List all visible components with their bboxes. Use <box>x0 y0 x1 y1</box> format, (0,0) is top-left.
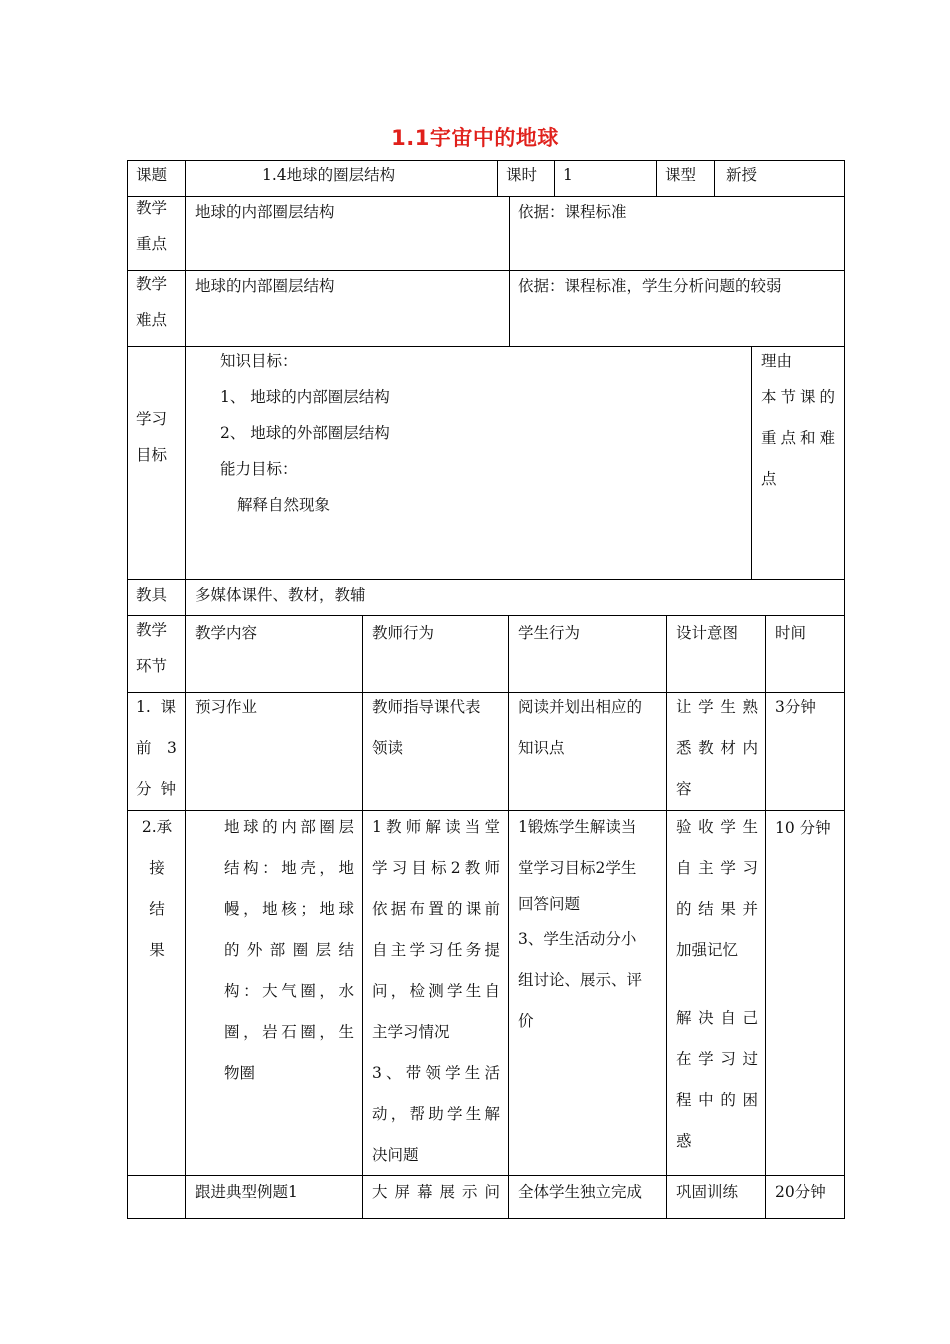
row2-teacher: 1教师解读当堂 学习目标2教师 依据布置的课前 自主学习任务提 问，检测学生自 主学习情况 3、带领学生活 动，帮助学生解 决问题 <box>372 818 500 1164</box>
tools-content: 多媒体课件、教材，教辅 <box>195 586 366 604</box>
row1-content: 预习作业 <box>195 698 258 716</box>
row2-stage: 2.承 接 结 果 <box>141 818 173 959</box>
row2-student: 1锻炼学生解读当 堂学习目标2学生 回答问题 3、学生活动分小 组讨论、展示、评 价 <box>518 818 643 1030</box>
row3-intent: 巩固训练 <box>676 1183 739 1201</box>
reason-text: 本节课的 重点和难 点 <box>761 388 835 488</box>
content-header: 教学内容 <box>195 624 258 642</box>
row3-teacher: 大屏幕展示问 <box>372 1183 500 1201</box>
row3-time: 20分钟 <box>775 1183 826 1201</box>
difficulty-basis: 依据：课程标准，学生分析问题的较弱 <box>518 277 782 295</box>
difficulty-content: 地球的内部圈层结构 <box>195 277 335 295</box>
teacher-header: 教师行为 <box>372 624 435 642</box>
topic-label: 课题 <box>136 166 168 184</box>
key-point-basis: 依据：课程标准 <box>518 203 627 221</box>
row1-student: 阅读并划出相应的 知识点 <box>518 698 643 757</box>
row2-intent: 验收学生 自主学习 的结果并 加强记忆 解决自己 在学习过 程中的困 惑 <box>676 818 758 1150</box>
row1-intent: 让学生熟 悉教材内 容 <box>676 698 758 798</box>
difficulty-label: 教学 难点 <box>136 275 168 329</box>
type-value: 新授 <box>726 166 758 184</box>
tools-label: 教具 <box>136 586 168 604</box>
row1-stage: 1. 课 前 3 分钟 <box>136 698 177 798</box>
time-header: 时间 <box>775 624 807 642</box>
ability-item: 解释自然现象 <box>237 496 331 514</box>
key-point-content: 地球的内部圈层结构 <box>195 203 335 221</box>
row1-time: 3分钟 <box>775 698 816 716</box>
reason-title: 理由 <box>761 352 793 370</box>
hours-label: 课时 <box>506 166 538 184</box>
objective-item-2: 2、 地球的外部圈层结构 <box>220 424 390 442</box>
objective-item-1: 1、 地球的内部圈层结构 <box>220 388 390 406</box>
objectives-label: 学习 目标 <box>136 410 168 464</box>
hours-value: 1 <box>563 166 573 184</box>
student-header: 学生行为 <box>518 624 581 642</box>
row3-content: 跟进典型例题1 <box>195 1183 298 1201</box>
key-point-label: 教学 重点 <box>136 199 168 253</box>
ability-title: 能力目标： <box>220 460 298 478</box>
stage-header: 教学 环节 <box>136 621 168 675</box>
row1-teacher: 教师指导课代表 领读 <box>372 698 481 757</box>
knowledge-title: 知识目标： <box>220 352 298 370</box>
intent-header: 设计意图 <box>676 624 739 642</box>
type-label: 课型 <box>665 166 697 184</box>
row2-time: 10 分钟 <box>775 819 831 837</box>
page-title: 1.1宇宙中的地球 <box>391 126 559 150</box>
topic-value: 1.4地球的圈层结构 <box>262 166 396 184</box>
row3-student: 全体学生独立完成 <box>518 1183 643 1201</box>
row2-content: 地球的内部圈层 结构：地壳，地 幔，地核；地球 的外部圈层结 构：大气圈，水 圈，岩石圈，生 物圈 <box>224 818 354 1082</box>
